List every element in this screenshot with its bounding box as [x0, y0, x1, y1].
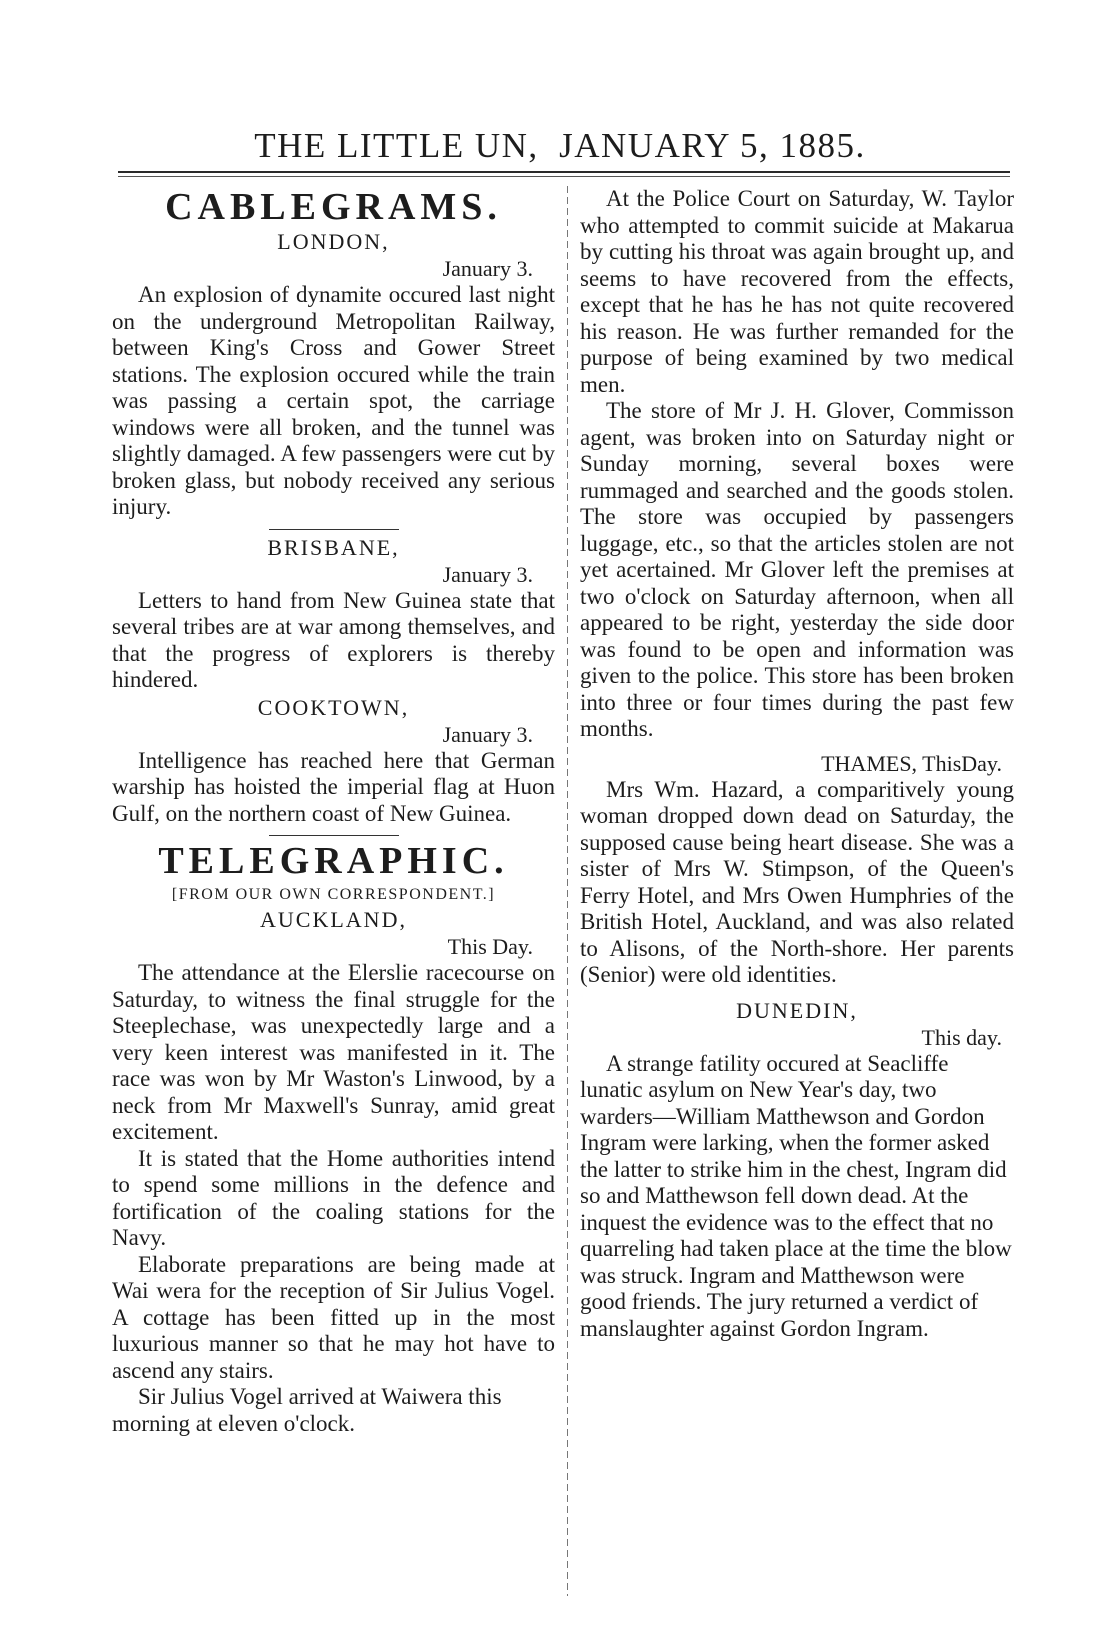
paper-title: THE LITTLE UN,	[254, 126, 539, 165]
dunedin-dateline: DUNEDIN,	[736, 997, 858, 1023]
london-date: January 3.	[442, 256, 533, 281]
cooktown-article: Intelligence has reached here that German warship has hoisted the imperial flag at Huon Gulf, on the northern coast of New Guinea.	[112, 747, 555, 826]
cooktown-date: January 3.	[442, 721, 533, 747]
masthead-rule-thin	[118, 176, 1010, 177]
telegraphic-heading: TELEGRAPHIC.	[158, 840, 509, 882]
brisbane-dateline: BRISBANE,	[267, 534, 400, 560]
cablegrams-heading: CABLEGRAMS.	[165, 186, 502, 228]
masthead-rule	[118, 171, 1010, 173]
telegraphic-subheading: [FROM OUR OWN CORRESPONDENT.]	[171, 886, 496, 903]
thames-dateline: THAMES, ThisDay.	[821, 750, 1002, 776]
left-column	[112, 186, 555, 1437]
auckland-dateline: AUCKLAND,	[260, 907, 407, 932]
brisbane-date: January 3.	[442, 561, 533, 587]
section-rule	[269, 529, 399, 530]
auckland-article-defence: It is stated that the Home authorities intend to spend some millions in the defence and fortification of the coaling stations for the Navy.	[112, 1145, 555, 1250]
london-article: An explosion of dynamite occured last night on the underground Metropolitan Railway, between King's Cross and Gower Street stations. The explosion occured while the train was passing a certain spot, the carriage windows were all broken, and the tunnel was slightly damaged. A few passengers were cut by broken glass, but nobody received any serious injury.	[112, 282, 555, 519]
london-dateline: LONDON,	[277, 229, 390, 254]
section-rule	[269, 835, 399, 836]
spacer	[580, 743, 1014, 751]
auckland-article-preparations: Elaborate preparations are being made at Wai wera for the reception of Sir Julius Vogel. A cottage has been fitted up in the most luxurious manner so that he may hot have to ascend any stairs.	[112, 1251, 555, 1383]
auckland-date: This Day.	[447, 934, 533, 959]
auckland-article-vogel: Sir Julius Vogel arrived at Waiwera this morning at eleven o'clock.	[112, 1384, 502, 1436]
right-column	[580, 186, 1014, 1342]
issue-date: JANUARY 5, 1885.	[559, 126, 866, 165]
police-court-article: At the Police Court on Saturday, W. Taylor who attempted to commit suicide at Makarua by cutting his throat was again brought up, and seems to have recovered from the effects, except that he has he has not quite recovered his reason. He was further remanded for the purpose of being examined by two medical men.	[580, 186, 1014, 397]
column-divider	[567, 186, 568, 1596]
thames-article: Mrs Wm. Hazard, a comparitively young woman dropped down dead on Saturday, the supposed cause being heart disease. She was a sister of Mrs W. Stimpson, of the Queen's Ferry Hotel, and Mrs Owen Humphries of the British Hotel, Auckland, and was also related to Alisons, of the North-shore. Her parents (Senior) were old identities.	[580, 776, 1014, 987]
cooktown-dateline: COOKTOWN,	[257, 694, 410, 720]
store-article: The store of Mr J. H. Glover, Commisson agent, was broken into on Saturday night or Sunday morning, several boxes were rummaged and searched and the goods stolen. The store was occupied by passengers luggage, etc., so that the articles stolen are not yet acertained. Mr Glover left the premises at two o'clock on Saturday afternoon, when all appeared to be right, yesterday the side door was found to be open and information was given to the police. This store has been broken into three or four times during the past few months.	[580, 398, 1014, 741]
dunedin-article: A strange fatility occured at Seacliffe lunatic asylum on New Year's day, two warders—William Matthewson and Gordon Ingram were larking, when the former asked the latter to strike him in the chest, Ingram did so and Matthewson fell down dead. At the inquest the evidence was to the effect that no quarreling had taken place at the time the blow was struck. Ingram and Matthewson were good friends. The jury returned a verdict of manslaughter against Gordon Ingram.	[580, 1050, 1012, 1341]
auckland-article-racecourse: The attendance at the Elerslie racecourse on Saturday, to witness the final struggle for the Steeplechase, was unexpectedly large and a very keen interest was manifested in it. The race was won by Mr Waston's Linwood, by a neck from Mr Maxwell's Sunray, amid great excitement.	[112, 960, 555, 1144]
spacer	[580, 989, 1014, 997]
brisbane-article: Letters to hand from New Guinea state that several tribes are at war among themselves, and that the progress of explorers is thereby hindered.	[112, 587, 555, 692]
masthead	[110, 124, 1010, 168]
dunedin-date: This day.	[921, 1024, 1002, 1050]
